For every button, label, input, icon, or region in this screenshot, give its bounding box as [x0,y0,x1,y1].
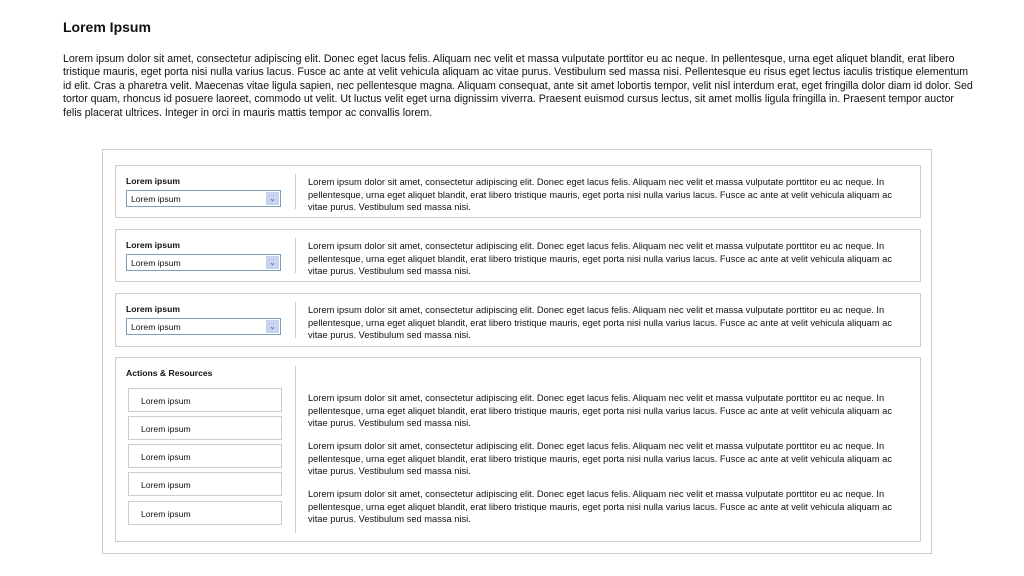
panel-description: Lorem ipsum dolor sit amet, consectetur adipiscing elit. Donec eget lacus felis. Aliquam nec velit et massa vulputate porttitor eu ac neque. In pellentesque, urna eget aliquet blandit, erat libero tristique mauris, eget porta nisi nulla varius lacus. Fusce ac ante at velit vehicula aliquam ac vitae purus. Vestibulum sed massa nisi. [308,241,892,276]
select-value: Lorem ipsum [131,258,181,268]
chevron-down-icon[interactable]: ⌄ [266,320,279,333]
resource-description: Lorem ipsum dolor sit amet, consectetur adipiscing elit. Donec eget lacus felis. Aliquam nec velit et massa vulputate porttitor eu ac neque. In pellentesque, urna eget aliquet blandit, erat libero tristique mauris, eget porta nisi nulla varius lacus. Fusce ac ante at velit vehicula aliquam ac vitae purus. Vestibulum sed massa nisi. [308,393,892,428]
action-button[interactable]: Lorem ipsum [128,472,282,496]
action-button[interactable]: Lorem ipsum [128,444,282,468]
chevron-down-icon[interactable]: ⌄ [266,256,279,269]
option-panel [115,293,921,347]
option-panel [115,165,921,218]
chevron-down-icon[interactable]: ⌄ [266,192,279,205]
divider [295,302,296,338]
panel-description: Lorem ipsum dolor sit amet, consectetur adipiscing elit. Donec eget lacus felis. Aliquam nec velit et massa vulputate porttitor eu ac neque. In pellentesque, urna eget aliquet blandit, erat libero tristique mauris, eget porta nisi nulla varius lacus. Fusce ac ante at velit vehicula aliquam ac vitae purus. Vestibulum sed massa nisi. [308,177,892,212]
resource-description: Lorem ipsum dolor sit amet, consectetur adipiscing elit. Donec eget lacus felis. Aliquam nec velit et massa vulputate porttitor eu ac neque. In pellentesque, urna eget aliquet blandit, erat libero tristique mauris, eget porta nisi nulla varius lacus. Fusce ac ante at velit vehicula aliquam ac vitae purus. Vestibulum sed massa nisi. [308,489,892,524]
resource-description: Lorem ipsum dolor sit amet, consectetur adipiscing elit. Donec eget lacus felis. Aliquam nec velit et massa vulputate porttitor eu ac neque. In pellentesque, urna eget aliquet blandit, erat libero tristique mauris, eget porta nisi nulla varius lacus. Fusce ac ante at velit vehicula aliquam ac vitae purus. Vestibulum sed massa nisi. [308,441,892,476]
panel-description: Lorem ipsum dolor sit amet, consectetur adipiscing elit. Donec eget lacus felis. Aliquam nec velit et massa vulputate porttitor eu ac neque. In pellentesque, urna eget aliquet blandit, erat libero tristique mauris, eget porta nisi nulla varius lacus. Fusce ac ante at velit vehicula aliquam ac vitae purus. Vestibulum sed massa nisi. [308,305,892,340]
actions-panel [115,357,921,542]
option-label: Lorem ipsum [126,240,180,250]
actions-label: Actions & Resources [126,368,213,378]
intro-paragraph: Lorem ipsum dolor sit amet, consectetur adipiscing elit. Donec eget lacus felis. Aliquam nec velit et massa vulputate porttitor eu ac neque. In pellentesque, urna eget aliquet blandit, erat libero tristique mauris, eget porta nisi nulla varius lacus. Fusce ac ante at velit vehicula aliquam ac vitae purus. Vestibulum sed massa nisi. Pellentesque eu risus eget lectus iaculis tristique elementum id elit. Cras a pharetra velit. Maecenas vitae ligula sapien, nec pellentesque magna. Aliquam consequat, ante sit amet lobortis tempor, velit nisl interdum erat, eget fringilla dolor diam id dolor. Sed tortor quam, rhoncus id posuere laoreet, commodo ut velit. Ut luctus velit eget urna dignissim viverra. Praesent euismod cursus lectus, sit amet mollis ligula fringilla in. Praesent tempor auctor felis placerat ultrices. Integer in orci in mauris mattis tempor ac convallis lorem. [63,53,973,119]
option-label: Lorem ipsum [126,176,180,186]
content-container [102,149,932,554]
option-panel [115,229,921,282]
action-button[interactable]: Lorem ipsum [128,388,282,412]
action-button[interactable]: Lorem ipsum [128,416,282,440]
option-label: Lorem ipsum [126,304,180,314]
select-value: Lorem ipsum [131,322,181,332]
divider [295,174,296,209]
action-button[interactable]: Lorem ipsum [128,501,282,525]
option-select[interactable] [126,190,281,207]
divider [295,366,296,533]
select-value: Lorem ipsum [131,194,181,204]
option-select[interactable] [126,254,281,271]
divider [295,238,296,273]
option-select[interactable] [126,318,281,335]
page-title: Lorem Ipsum [63,19,151,35]
